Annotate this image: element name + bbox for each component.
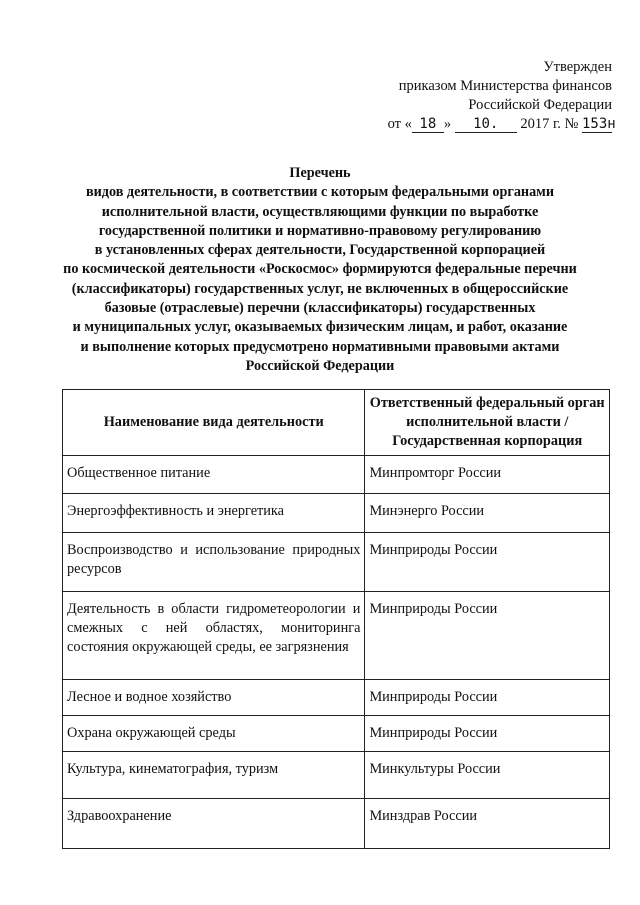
approval-line-2: приказом Министерства финансов [398,78,612,94]
table-row [63,799,610,849]
activity-cell: Здравоохранение [63,799,365,849]
table-row [63,456,610,494]
activities-table [62,389,610,849]
title-line: в установленных сферах деятельности, Государственной корпорацией [94,242,546,259]
table-header-row [63,390,610,456]
header-activity: Наименование вида деятельности [63,390,365,456]
activity-cell: Культура, кинематография, туризм [63,752,365,799]
approval-date-line [387,115,616,134]
table-row [63,680,610,716]
title-line: видов деятельности, в соответствии с которым федеральными органами [85,184,555,201]
title-line: (классификаторы) государственных услуг, не включенных в общероссийские [71,280,569,297]
table-row [63,716,610,752]
table-row [63,494,610,533]
date-prefix: от « [387,116,412,132]
activity-cell: Охрана окружающей среды [63,716,365,752]
table-row [63,533,610,592]
title-line: и выполнение которых предусмотрено нормативными правовыми актами [80,338,560,355]
activity-cell: Общественное питание [63,456,365,494]
authority-cell: Минздрав России [365,799,610,849]
activity-cell: Энергоэффективность и энергетика [63,494,365,533]
authority-cell: Минпромторг России [365,456,610,494]
authority-cell: Минэнерго России [365,494,610,533]
title-line: Перечень [289,165,351,181]
authority-cell: Минприроды России [365,533,610,592]
activity-cell: Деятельность в области гидрометеорологии и смежных с ней областях, мониторинга состояния окружающей среды, ее загрязнения [63,592,365,680]
date-separator: » [443,116,452,132]
authority-cell: Минприроды России [365,680,610,716]
order-number: 153н [582,116,616,132]
title-line: и муниципальных услуг, оказываемых физическим лицам, и работ, оказание [72,319,568,336]
document-title [0,164,640,376]
title-line: базовые (отраслевые) перечни (классификаторы) государственных [104,300,536,317]
approval-line-1: Утвержден [543,59,612,75]
table-row [63,592,610,680]
title-line: государственной политики и нормативно-правовому регулированию [98,222,542,239]
activity-cell: Воспроизводство и использование природных ресурсов [63,533,365,592]
date-month: 10. [455,116,517,133]
date-year: 2017 г. № [520,116,579,132]
title-line: по космической деятельности «Роскосмос» формируются федеральные перечни [63,261,577,278]
approval-line-3: Российской Федерации [468,97,612,113]
title-line: исполнительной власти, осуществляющими функции по выработке [101,203,539,220]
title-line: Российской Федерации [245,357,395,374]
activity-cell: Лесное и водное хозяйство [63,680,365,716]
header-authority: Ответственный федеральный орган исполнительной власти / Государственная корпорация [365,390,610,456]
date-day: 18 [412,116,444,133]
authority-cell: Минприроды России [365,592,610,680]
authority-cell: Минкультуры России [365,752,610,799]
table-row [63,752,610,799]
authority-cell: Минприроды России [365,716,610,752]
approval-block [387,58,616,134]
